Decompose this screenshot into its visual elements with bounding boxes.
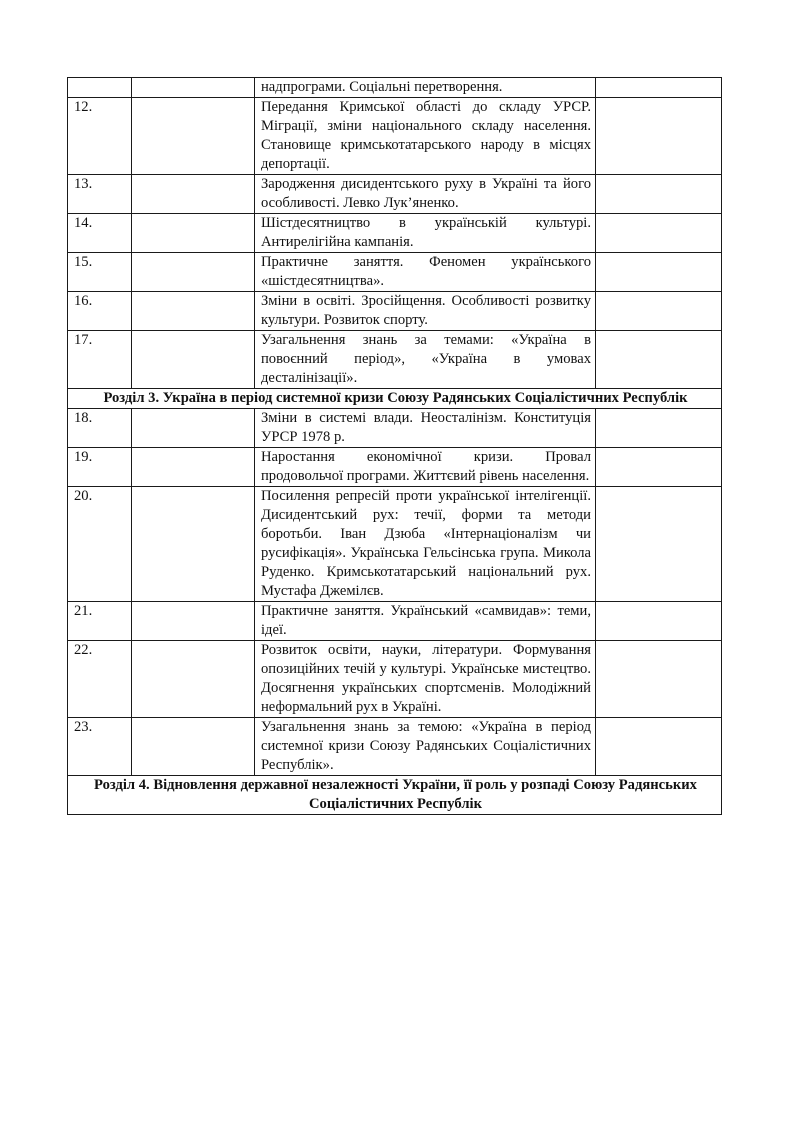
lesson-plan-table bbox=[67, 77, 722, 815]
lesson-number-cell: 22. bbox=[68, 641, 132, 718]
lesson-topic-cell: Зміни в освіті. Зросійщення. Особливості розвитку культури. Розвиток спорту. bbox=[255, 292, 596, 331]
table-row bbox=[68, 214, 722, 253]
table-row bbox=[68, 78, 722, 98]
lesson-number-cell: 17. bbox=[68, 331, 132, 389]
table-row bbox=[68, 175, 722, 214]
section-4-heading: Розділ 4. Відновлення державної незалежності України, її роль у розпаді Союзу Радянських Соціалістичних Республік bbox=[68, 776, 722, 815]
notes-cell bbox=[596, 98, 722, 175]
table-row bbox=[68, 409, 722, 448]
notes-cell bbox=[596, 409, 722, 448]
lesson-number-cell: 19. bbox=[68, 448, 132, 487]
lesson-topic-cell: Практичне заняття. Український «самвидав»: теми, ідеї. bbox=[255, 602, 596, 641]
table-row bbox=[68, 253, 722, 292]
date-cell bbox=[132, 253, 255, 292]
lesson-number-cell: 14. bbox=[68, 214, 132, 253]
table-row bbox=[68, 487, 722, 602]
date-cell bbox=[132, 409, 255, 448]
lesson-number-cell: 12. bbox=[68, 98, 132, 175]
date-cell bbox=[132, 487, 255, 602]
lesson-topic-cell: Узагальнення знань за темами: «Україна в повоєнний період», «Україна в умовах десталінізації». bbox=[255, 331, 596, 389]
lesson-number-cell: 20. bbox=[68, 487, 132, 602]
lesson-topic-cell: Зміни в системі влади. Неосталінізм. Конституція УРСР 1978 р. bbox=[255, 409, 596, 448]
lesson-topic-cell: Шістдесятництво в українській культурі. Антирелігійна кампанія. bbox=[255, 214, 596, 253]
lesson-topic-cell: Передання Кримської області до складу УРСР. Міграції, зміни національного складу населення. Становище кримськотатарського народу в місцях депортації. bbox=[255, 98, 596, 175]
table-row bbox=[68, 292, 722, 331]
lesson-topic-cell: Розвиток освіти, науки, літератури. Формування опозиційних течій у культурі. Українське мистецтво. Досягнення українських спортсменів. Молодіжний неформальний рух в Україні. bbox=[255, 641, 596, 718]
section-4-row bbox=[68, 776, 722, 815]
table-row bbox=[68, 331, 722, 389]
notes-cell bbox=[596, 253, 722, 292]
lesson-number-cell: 15. bbox=[68, 253, 132, 292]
table-row bbox=[68, 641, 722, 718]
table-row bbox=[68, 98, 722, 175]
notes-cell bbox=[596, 641, 722, 718]
date-cell bbox=[132, 718, 255, 776]
date-cell bbox=[132, 331, 255, 389]
lesson-topic-cell: надпрограми. Соціальні перетворення. bbox=[255, 78, 596, 98]
lesson-number-cell: 21. bbox=[68, 602, 132, 641]
notes-cell bbox=[596, 214, 722, 253]
date-cell bbox=[132, 98, 255, 175]
notes-cell bbox=[596, 292, 722, 331]
lesson-topic-cell: Наростання економічної кризи. Провал продовольчої програми. Життєвий рівень населення. bbox=[255, 448, 596, 487]
date-cell bbox=[132, 175, 255, 214]
lesson-topic-cell: Практичне заняття. Феномен українського «шістдесятництва». bbox=[255, 253, 596, 292]
notes-cell bbox=[596, 448, 722, 487]
date-cell bbox=[132, 78, 255, 98]
lesson-number-cell: 16. bbox=[68, 292, 132, 331]
lesson-number-cell: 23. bbox=[68, 718, 132, 776]
lesson-topic-cell: Узагальнення знань за темою: «Україна в період системної кризи Союзу Радянських Соціалістичних Республік». bbox=[255, 718, 596, 776]
notes-cell bbox=[596, 602, 722, 641]
lesson-number-cell: 18. bbox=[68, 409, 132, 448]
table-row bbox=[68, 718, 722, 776]
lesson-number-cell: 13. bbox=[68, 175, 132, 214]
notes-cell bbox=[596, 331, 722, 389]
notes-cell bbox=[596, 175, 722, 214]
date-cell bbox=[132, 448, 255, 487]
date-cell bbox=[132, 602, 255, 641]
table-row bbox=[68, 602, 722, 641]
lesson-plan-body bbox=[68, 78, 722, 815]
notes-cell bbox=[596, 487, 722, 602]
date-cell bbox=[132, 292, 255, 331]
table-row bbox=[68, 448, 722, 487]
lesson-topic-cell: Посилення репресій проти української інтелігенції. Дисидентський рух: течії, форми та методи боротьби. Іван Дзюба «Інтернаціоналізм чи русифікація». Українська Гельсінська група. Микола Руденко. Кримськотатарський національний рух. Мустафа Джемілєв. bbox=[255, 487, 596, 602]
section-3-row bbox=[68, 389, 722, 409]
lesson-topic-cell: Зародження дисидентського руху в Україні та його особливості. Левко Лук’яненко. bbox=[255, 175, 596, 214]
section-3-heading: Розділ 3. Україна в період системної кризи Союзу Радянських Соціалістичних Республік bbox=[68, 389, 722, 409]
notes-cell bbox=[596, 718, 722, 776]
date-cell bbox=[132, 641, 255, 718]
notes-cell bbox=[596, 78, 722, 98]
date-cell bbox=[132, 214, 255, 253]
lesson-number-cell bbox=[68, 78, 132, 98]
